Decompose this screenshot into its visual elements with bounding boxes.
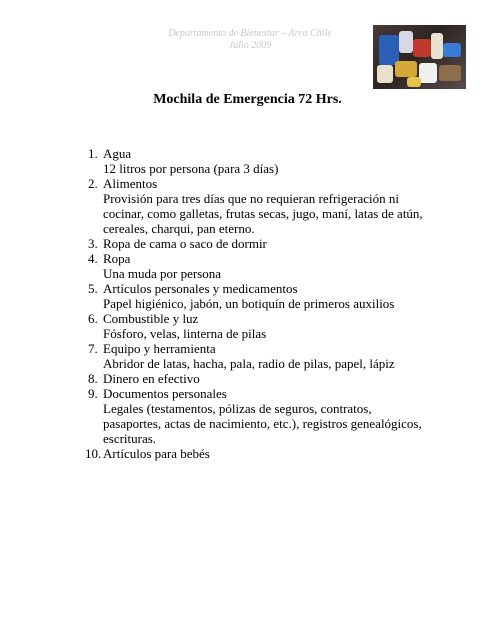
list-item-number: 10. (85, 446, 102, 461)
list-item (88, 176, 448, 236)
page-header (150, 28, 350, 52)
emergency-kit-list (85, 146, 448, 461)
list-item-number: 7. (88, 341, 98, 356)
list-item-title: Dinero en efectivo (103, 371, 200, 386)
list-item-detail: Fósforo, velas, linterna de pilas (103, 326, 267, 341)
list-item-number: 6. (88, 311, 98, 326)
header-department: Departamento de Bienestar – Area Chile (168, 28, 332, 39)
emergency-supplies-photo (373, 25, 466, 89)
list-item (88, 386, 448, 446)
list-item-title: Equipo y herramienta (103, 341, 216, 356)
list-item-title: Artículos personales y medicamentos (103, 281, 298, 296)
list-item-title: Ropa (103, 251, 131, 266)
document-title: Mochila de Emergencia 72 Hrs. (153, 92, 342, 107)
header-date: Julio 2009 (228, 40, 272, 51)
list-item-title: Alimentos (103, 176, 158, 191)
list-item (88, 251, 448, 281)
list-item-title: Agua (103, 146, 132, 161)
list-item-number: 5. (88, 281, 98, 296)
list-item-detail: Papel higiénico, jabón, un botiquín de primeros auxilios (103, 296, 395, 311)
list-item (88, 341, 448, 371)
list-item-detail: Abridor de latas, hacha, pala, radio de pilas, papel, lápiz (103, 356, 395, 371)
list-item (88, 146, 448, 176)
list-item-number: 4. (88, 251, 98, 266)
list-item (88, 311, 448, 341)
list-item-detail: pasaportes, actas de nacimiento, etc.), registros genealógicos, (103, 416, 422, 431)
list-item-number: 2. (88, 176, 98, 191)
list-item (88, 236, 448, 251)
list-item-number: 3. (88, 236, 98, 251)
list-item-detail: cereales, charqui, pan eterno. (103, 221, 255, 236)
list-item (85, 446, 448, 461)
list-item-number: 8. (88, 371, 98, 386)
list-item-detail: cocinar, como galletas, frutas secas, jugo, maní, latas de atún, (103, 206, 423, 221)
list-item (88, 281, 448, 311)
list-item-detail: Una muda por persona (103, 266, 222, 281)
list-item-number: 9. (88, 386, 98, 401)
list-item-title: Documentos personales (103, 386, 227, 401)
list-item-detail: Legales (testamentos, pólizas de seguros, contratos, (103, 401, 372, 416)
list-item-number: 1. (88, 146, 98, 161)
list-item-detail: Provisión para tres días que no requieran refrigeración ni (103, 191, 400, 206)
list-item (88, 371, 448, 386)
list-item-detail: escrituras. (103, 431, 157, 446)
list-item-title: Artículos para bebés (103, 446, 210, 461)
list-item-title: Combustible y luz (103, 311, 199, 326)
list-item-title: Ropa de cama o saco de dormir (103, 236, 267, 251)
list-item-detail: 12 litros por persona (para 3 días) (103, 161, 279, 176)
